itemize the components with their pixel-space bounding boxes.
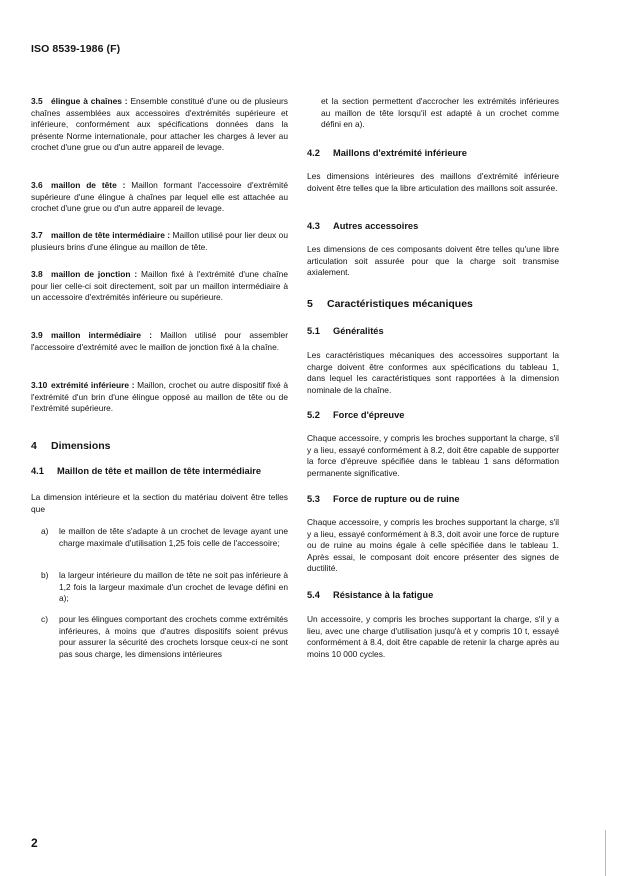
section-4-2-text: Les dimensions intérieures des maillons d'extrémité inférieure doivent être telles que la libre articulation des maillons soit assurée. [307,171,559,193]
definition-3-9: 3.9 maillon intermédiaire : Maillon utilisé pour assembler l'accessoire d'extrémité avec le maillon de jonction fixé à la chaîne. [31,330,288,352]
scan-edge-line [605,830,606,876]
section-heading-5: 5 Caractéristiques mécaniques [307,298,473,310]
section-5-4-text: Un accessoire, y compris les broches supportant la charge, s'il y a lieu, avec une charge d'utilisation jusqu'à et y compris 10 t, essayé conformément à 8.4, doit être capable de retenir la charge après au moins 10 000 cycles. [307,614,559,659]
section-heading-5-4: 5.4 Résistance à la fatigue [307,590,434,600]
section-5-1-text: Les caractéristiques mécaniques des accessoires supportant la charge doivent être conformes aux spécifications du tableau 1, dans lequel les caractéristiques sont rapportées à la dimension nominale de la chaîne. [307,350,559,395]
section-heading-5-3: 5.3 Force de rupture ou de ruine [307,494,460,504]
section-heading-4-1: 4.1 Maillon de tête et maillon de tête intermédiaire [31,466,262,476]
definition-3-6: 3.6 maillon de tête : Maillon formant l'accessoire d'extrémité supérieure d'une élingue à chaînes par lequel elle est attachée au crochet d'une grue ou d'un autre appareil de levage. [31,180,288,213]
list-item-a: a) le maillon de tête s'adapte à un crochet de levage ayant une charge maximale d'utilisation 1,25 fois celle de l'accessoire; [41,526,288,548]
section-heading-4: 4 Dimensions [31,440,111,452]
section-heading-5-1: 5.1 Généralités [307,326,384,336]
section-heading-4-2: 4.2 Maillons d'extrémité inférieure [307,148,467,158]
list-item-c-continuation: et la section permettent d'accrocher les extrémités inférieures au maillon de tête lorsqu'il est adapté à un crochet comme défini en a). [321,96,559,129]
definition-3-10: 3.10 extrémité inférieure : Maillon, crochet ou autre dispositif fixé à l'extrémité d'un brin d'une élingue opposé au maillon de tête ou de l'extrémité supérieure. [31,380,288,413]
section-5-3-text: Chaque accessoire, y compris les broches supportant la charge, s'il y a lieu, essayé conformément à 8.3, doit avoir une force de rupture ou de ruine au moins égale à celle spécifiée dans le tableau 1. Après essai, le composant doit encore présenter des signes de ductilité. [307,517,559,573]
document-header: ISO 8539-1986 (F) [31,43,121,55]
page-number: 2 [31,836,38,850]
definition-3-8: 3.8 maillon de jonction : Maillon fixé à l'extrémité d'une chaîne pour lier celle-ci soit directement, soit par un maillon intermédiaire à un accessoire d'extrémités inférieure ou supérieure. [31,269,288,302]
section-4-1-intro: La dimension intérieure et la section du matériau doivent être telles que [31,492,288,514]
section-heading-4-3: 4.3 Autres accessoires [307,221,419,231]
list-item-c: c) pour les élingues comportant des crochets comme extrémités inférieures, à moins que d'autres dispositifs soient prévus pour assurer la sécurité des crochets lorsque ceux-ci ne sont pas sous charge, les dimensions intérieures [41,614,288,659]
list-item-b: b) la largeur intérieure du maillon de tête ne soit pas inférieure à 1,2 fois la largeur maximale d'un crochet de levage défini en a); [41,570,288,603]
section-4-3-text: Les dimensions de ces composants doivent être telles qu'une libre articulation soit assurée pour que la charge soit transmise axialement. [307,244,559,277]
section-heading-5-2: 5.2 Force d'épreuve [307,410,405,420]
section-5-2-text: Chaque accessoire, y compris les broches supportant la charge, s'il y a lieu, essayé conformément à 8.2, doit être capable de supporter la force d'épreuve spécifiée dans le tableau 1 sans déformation permanente significative. [307,433,559,478]
definition-3-5: 3.5 élingue à chaînes : Ensemble constitué d'une ou de plusieurs chaînes assemblées aux accessoires d'extrémités supérieure et inférieure, conformément aux spécifications données dans la présente Norme internationale, pour attacher les charges à lever au crochet d'une grue ou d'un autre appareil de levage. [31,96,288,152]
definition-3-7: 3.7 maillon de tête intermédiaire : Maillon utilisé pour lier deux ou plusieurs brins d'une élingue au maillon de tête. [31,230,288,252]
